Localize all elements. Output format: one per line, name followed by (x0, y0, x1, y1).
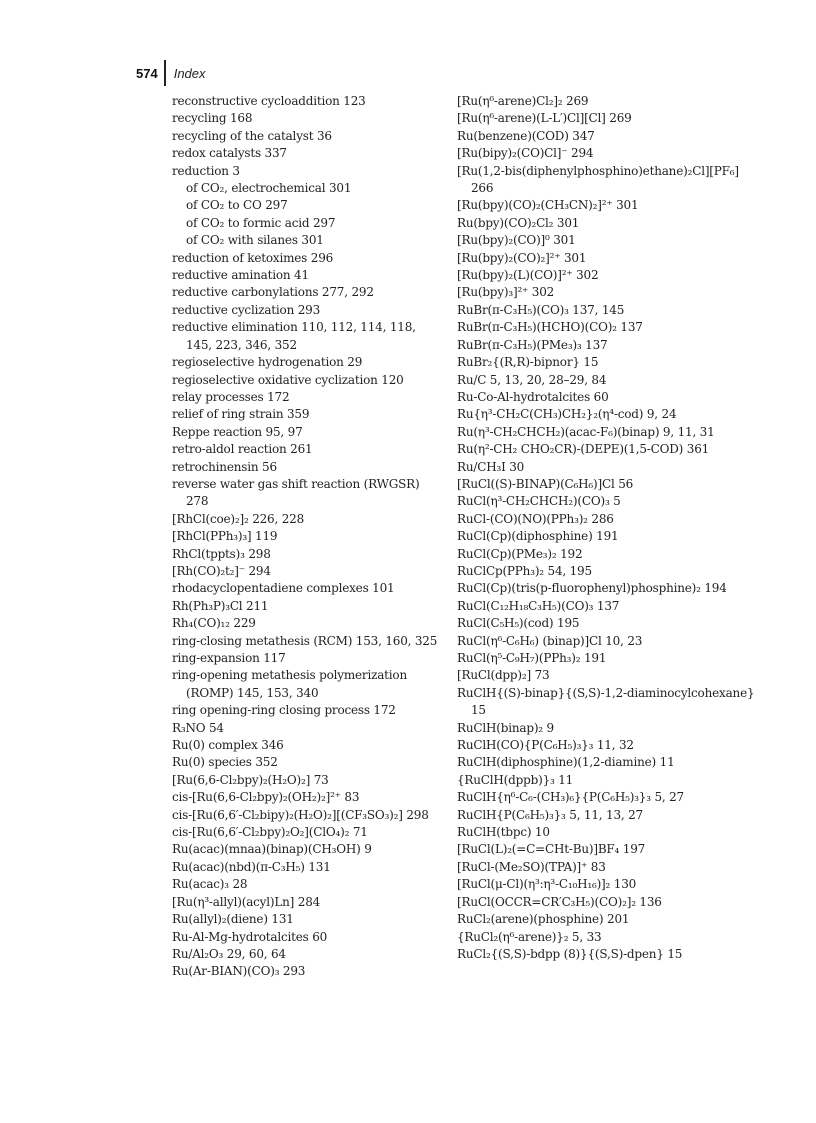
index-entry: RuBr(π-C₃H₅)(HCHO)(CO)₂ 137 (457, 320, 643, 335)
index-entry: R₃NO 54 (172, 720, 224, 735)
index-entry: {RuCl₂(η⁶-arene)}₂ 5, 33 (457, 929, 602, 944)
running-header (136, 60, 206, 86)
index-column-right (457, 93, 757, 963)
index-entry: [RuCl(L)₂(=C=CHt-Bu)]BF₄ 197 (457, 842, 646, 857)
index-entry: [RuCl(OCCR=CR′C₃H₅)(CO)₂]₂ 136 (457, 894, 662, 909)
index-entry: RuClH{P(C₆H₅)₃}₃ 5, 11, 13, 27 (457, 807, 643, 822)
index-entry: [RuCl((S)-BINAP)(C₆H₆)]Cl 56 (457, 476, 634, 491)
index-entry: reductive cyclization 293 (172, 302, 321, 317)
index-entry: [Ru(bpy)₂(L)(CO)]²⁺ 302 (457, 268, 599, 283)
index-entry: RuCl(η⁵-C₉H₇)(PPh₃)₂ 191 (457, 651, 607, 665)
index-entry: of CO₂ with silanes 301 (186, 233, 324, 248)
index-entry: Ru{η³-CH₂C(CH₃)CH₂}₂(η⁴-cod) 9, 24 (457, 407, 677, 422)
index-entry: Ru(η³-CH₂CHCH₂)(acac-F₆)(binap) 9, 11, 31 (457, 424, 715, 439)
index-entry: {RuClH(dppb)}₃ 11 (457, 772, 574, 787)
index-entry: of CO₂, electrochemical 301 (186, 181, 352, 196)
index-entry: RuClH{η⁶-C₆-(CH₃)₆}{P(C₆H₅)₃}₃ 5, 27 (457, 790, 684, 805)
index-entry: RuClH{(S)-binap}{(S,S)-1,2-diaminocylcohexane} 15 (457, 685, 755, 718)
index-entry: RuClCp(PPh₃)₂ 54, 195 (457, 563, 592, 578)
index-entry: [RhCl(coe)₂]₂ 226, 228 (172, 511, 305, 526)
index-entry: Reppe reaction 95, 97 (172, 424, 303, 439)
index-entry: Ru-Co-Al-hydrotalcites 60 (457, 389, 609, 404)
index-entry: [RuCl-(Me₂SO)(TPA)]⁺ 83 (457, 859, 606, 874)
index-entry: Ru(acac)(mnaa)(binap)(CH₃OH) 9 (172, 842, 372, 857)
index-entry: regioselective hydrogenation 29 (172, 355, 363, 370)
index-entry: Ru(η²-CH₂ CHO₂CR)-(DEPE)(1,5-COD) 361 (457, 442, 710, 457)
index-entry: [RhCl(PPh₃)₃] 119 (172, 529, 278, 544)
index-column-left (172, 93, 442, 981)
index-entry: Ru(Ar-BIAN)(CO)₃ 293 (172, 964, 306, 979)
index-entry: [Ru(bpy)₃]²⁺ 302 (457, 285, 555, 300)
index-entry: recycling 168 (172, 111, 253, 126)
index-entry: [Ru(η⁶-arene)Cl₂]₂ 269 (457, 94, 589, 108)
index-entry: cis-[Ru(6,6-Cl₂bpy)₂(OH₂)₂]²⁺ 83 (172, 790, 360, 805)
index-entry: relay processes 172 (172, 389, 290, 404)
index-entry: reduction of ketoximes 296 (172, 250, 334, 265)
index-entry: retrochinensin 56 (172, 459, 277, 474)
index-entry: Ru(acac)₃ 28 (172, 877, 248, 892)
index-entry: reverse water gas shift reaction (RWGSR) 278 (172, 476, 420, 509)
index-entry: cis-[Ru(6,6′-Cl₂bipy)₂(H₂O)₂][(CF₃SO₃)₂] 298 (172, 807, 429, 822)
index-entry: Rh(Ph₃P)₃Cl 211 (172, 598, 269, 613)
running-title: Index (173, 65, 206, 81)
index-entry: retro-aldol reaction 261 (172, 442, 313, 457)
index-entry: recycling of the catalyst 36 (172, 128, 332, 143)
index-entry: RuCl₂{(S,S)-bdpp (8)}{(S,S)-dpen} 15 (457, 946, 683, 961)
index-entry: RuCl(C₅H₅)(cod) 195 (457, 616, 580, 631)
index-entry: [RuCl(μ-Cl)(η³:η³-C₁₀H₁₆)]₂ 130 (457, 877, 637, 892)
index-entry: RuCl₂(arene)(phosphine) 201 (457, 912, 630, 927)
index-entry: RuCl(Cp)(tris(p-fluorophenyl)phosphine)₂ 194 (457, 581, 727, 596)
index-entry: [Ru(1,2-bis(diphenylphosphino)ethane)₂Cl][PF₆] 266 (457, 163, 739, 196)
header-rule (164, 60, 166, 86)
index-entry: regioselective oxidative cyclization 120 (172, 372, 404, 387)
index-entry: RuCl(η⁶-C₆H₆) (binap)]Cl 10, 23 (457, 633, 643, 648)
index-entry: RuBr(π-C₃H₅)(CO)₃ 137, 145 (457, 302, 625, 317)
index-entry: reductive amination 41 (172, 268, 309, 283)
index-entry: RuCl(C₁₂H₁₈C₃H₅)(CO)₃ 137 (457, 598, 620, 613)
index-entry: [Ru(6,6-Cl₂bpy)₂(H₂O)₂] 73 (172, 772, 329, 787)
index-entry: reductive carbonylations 277, 292 (172, 285, 374, 300)
index-entry: Ru/Al₂O₃ 29, 60, 64 (172, 946, 286, 961)
index-entry: RuCl(η³-CH₂CHCH₂)(CO)₃ 5 (457, 494, 621, 509)
index-entry: reductive elimination 110, 112, 114, 118, 145, 223, 346, 352 (172, 320, 416, 352)
index-entry: ring-closing metathesis (RCM) 153, 160, 325 (172, 633, 438, 648)
index-entry: reconstructive cycloaddition 123 (172, 94, 366, 108)
index-entry: of CO₂ to formic acid 297 (186, 215, 336, 230)
index-entry: [RuCl(dpp)₂] 73 (457, 668, 550, 683)
index-entry: relief of ring strain 359 (172, 407, 310, 422)
index-entry: RuClH(binap)₂ 9 (457, 720, 554, 735)
index-entry: Ru(0) species 352 (172, 755, 278, 770)
index-entry: Ru/CH₃I 30 (457, 459, 525, 474)
index-entry: of CO₂ to CO 297 (186, 198, 288, 213)
index-entry: [Ru(η⁶-arene)(L-L′)Cl][Cl] 269 (457, 111, 632, 126)
index-entry: [Ru(bpy)(CO)₂(CH₃CN)₂]²⁺ 301 (457, 198, 639, 213)
index-entry: Ru(0) complex 346 (172, 738, 284, 753)
index-entry: RuBr(π-C₃H₅)(PMe₃)₃ 137 (457, 337, 608, 352)
index-entry: Ru(allyl)₂(diene) 131 (172, 912, 294, 927)
index-entry: rhodacyclopentadiene complexes 101 (172, 581, 395, 596)
index-entry: Ru(benzene)(COD) 347 (457, 128, 595, 143)
index-entry: Ru(acac)(nbd)(π-C₃H₅) 131 (172, 859, 331, 874)
index-entry: ring-opening metathesis polymerization (ROMP) 145, 153, 340 (172, 668, 407, 700)
index-entry: RuClH(tbpc) 10 (457, 825, 550, 840)
index-entry: Ru/C 5, 13, 20, 28–29, 84 (457, 372, 607, 387)
index-entry: RuClH(diphosphine)(1,2-diamine) 11 (457, 755, 675, 770)
index-entry: Rh₄(CO)₁₂ 229 (172, 616, 256, 631)
index-entry: ring opening-ring closing process 172 (172, 703, 396, 718)
index-entry: reduction 3 (172, 163, 240, 178)
page-number: 574 (136, 65, 158, 81)
index-entry: [Rh(CO)₂t₂]⁻ 294 (172, 563, 271, 578)
index-entry: [Ru(bpy)₂(CO)]⁰ 301 (457, 233, 576, 248)
index-entry: RhCl(tppts)₃ 298 (172, 546, 271, 561)
index-entry: [Ru(bpy)₂(CO)₂]²⁺ 301 (457, 250, 587, 265)
index-entry: redox catalysts 337 (172, 146, 287, 161)
index-entry: cis-[Ru(6,6′-Cl₂bpy)₂O₂](ClO₄)₂ 71 (172, 825, 368, 840)
index-entry: RuBr₂{(R,R)-bipnor} 15 (457, 355, 599, 370)
index-entry: RuCl(Cp)(PMe₃)₂ 192 (457, 546, 583, 561)
index-entry: RuCl-(CO)(NO)(PPh₃)₂ 286 (457, 511, 614, 526)
index-entry: Ru-Al-Mg-hydrotalcites 60 (172, 929, 328, 944)
index-entry: RuCl(Cp)(diphosphine) 191 (457, 529, 619, 544)
index-entry: [Ru(bipy)₂(CO)Cl]⁻ 294 (457, 146, 594, 161)
index-entry: RuClH(CO){P(C₆H₅)₃}₃ 11, 32 (457, 738, 634, 753)
index-entry: ring-expansion 117 (172, 651, 286, 665)
index-entry: Ru(bpy)(CO)₂Cl₂ 301 (457, 215, 580, 230)
index-entry: [Ru(η³-allyl)(acyl)Ln] 284 (172, 894, 321, 909)
